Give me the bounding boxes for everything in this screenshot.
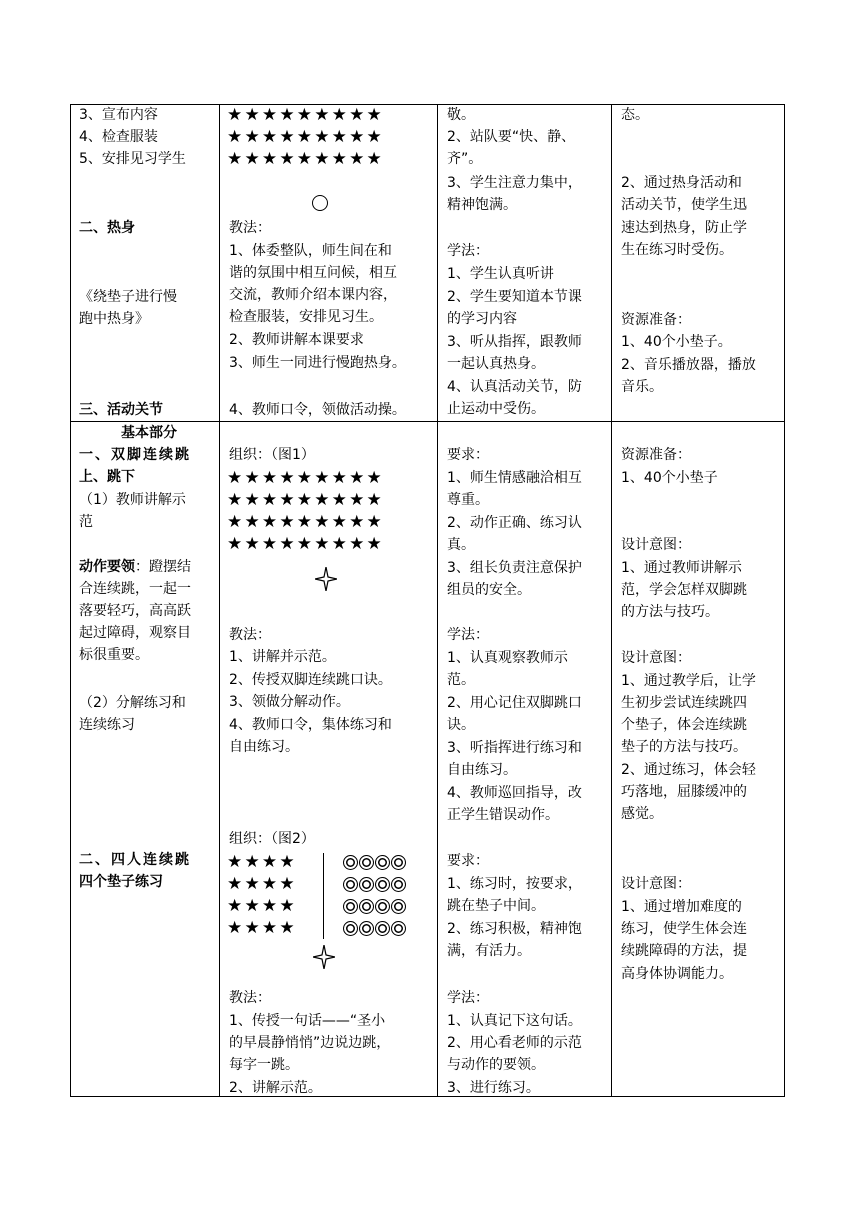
method-label-3: 教法： bbox=[229, 990, 271, 1006]
fig1-stars-row: ★★★★★★★★★ bbox=[227, 512, 384, 532]
design-intent-label-2: 设计意图： bbox=[621, 650, 691, 666]
req-c1a: 1、师生情感融洽相互 bbox=[447, 470, 582, 486]
design-g2: 范，学会怎样双脚跳 bbox=[621, 582, 747, 598]
method-label-2: 教法： bbox=[229, 627, 271, 643]
learn-f2b: 与动作的要领。 bbox=[447, 1057, 545, 1073]
requirement-label: 要求： bbox=[447, 447, 489, 463]
mat-ring-icon bbox=[359, 877, 374, 892]
mat-ring-icon bbox=[359, 855, 374, 870]
section-1-title-2: 上、跳下 bbox=[79, 469, 135, 485]
req-e2b: 满，有活力。 bbox=[447, 943, 531, 959]
learn-f3: 3、进行练习。 bbox=[447, 1080, 540, 1096]
learn-b3a: 3、听从指挥，跟教师 bbox=[447, 334, 582, 350]
req-c2b: 真。 bbox=[447, 537, 475, 553]
method-1a: 1、体委整队，师生间在和 bbox=[229, 243, 392, 259]
design-k3: 续跳障碍的方法，提 bbox=[621, 943, 747, 959]
design-h7: 感觉。 bbox=[621, 806, 663, 822]
learning-label: 学法： bbox=[447, 243, 489, 259]
req-a3: 齐”。 bbox=[447, 151, 483, 167]
learn-b4b: 止运动中受伤。 bbox=[447, 401, 545, 417]
section-warmup: 二、热身 bbox=[79, 220, 135, 236]
formation-stars-row: ★★★★★★★★★ bbox=[227, 105, 384, 125]
resources-label-2: 资源准备： bbox=[621, 447, 691, 463]
teacher-star-icon bbox=[313, 945, 335, 969]
method-label: 教法： bbox=[229, 220, 271, 236]
mat-ring-icon bbox=[375, 855, 390, 870]
mat-ring-icon bbox=[375, 899, 390, 914]
design-h4: 垫子的方法与技巧。 bbox=[621, 739, 747, 755]
learn-d3a: 3、听指挥进行练习和 bbox=[447, 740, 582, 756]
req-c2a: 2、动作正确、练习认 bbox=[447, 515, 582, 531]
intent-a4: 速达到热身，防止学 bbox=[621, 220, 747, 236]
learn-b2b: 的学习内容 bbox=[447, 311, 517, 327]
learn-d1a: 1、认真观察教师示 bbox=[447, 650, 568, 666]
fig2-stars-row: ★★★★ bbox=[227, 874, 297, 894]
fig2-stars-row: ★★★★ bbox=[227, 918, 297, 938]
req-e1b: 跳在垫子中间。 bbox=[447, 898, 545, 914]
column-divider bbox=[219, 105, 220, 1096]
section-activity: 三、活动关节 bbox=[79, 402, 163, 418]
mat-ring-icon bbox=[391, 899, 406, 914]
mat-ring-icon bbox=[343, 877, 358, 892]
intent-a3: 活动关节，使学生迅 bbox=[621, 197, 747, 213]
section-2-title: 二、四人连续跳 bbox=[79, 852, 191, 868]
intent-a5: 生在练习时受伤。 bbox=[621, 242, 733, 258]
warmup-desc-1: 《绕垫子进行慢 bbox=[79, 289, 177, 305]
intent-a2: 2、通过热身活动和 bbox=[621, 175, 742, 191]
key-points-label: 动作要领 bbox=[79, 559, 135, 575]
learn-d4a: 4、教师巡回指导，改 bbox=[447, 785, 582, 801]
step-1: （1）教师讲解示 bbox=[79, 492, 186, 508]
learn-f1: 1、认真记下这句话。 bbox=[447, 1013, 582, 1029]
req-a1: 敬。 bbox=[447, 107, 475, 123]
lesson-plan-table bbox=[70, 104, 785, 1097]
formation-stars-row: ★★★★★★★★★ bbox=[227, 149, 384, 169]
req-c3a: 3、组长负责注意保护 bbox=[447, 560, 582, 576]
learn-b3b: 一起认真热身。 bbox=[447, 356, 545, 372]
resource-r2: 2、音乐播放器，播放 bbox=[621, 357, 756, 373]
resource-r3: 音乐。 bbox=[621, 379, 663, 395]
resources-label: 资源准备： bbox=[621, 312, 691, 328]
design-h5: 2、通过练习，体会轻 bbox=[621, 762, 756, 778]
design-h1: 1、通过教学后，让学 bbox=[621, 673, 756, 689]
step-2-cont: 连续练习 bbox=[79, 717, 135, 733]
learn-b2a: 2、学生要知道本节课 bbox=[447, 289, 582, 305]
design-intent-label-3: 设计意图： bbox=[621, 876, 691, 892]
item-announce: 3、宣布内容 bbox=[79, 107, 158, 123]
method-2: 2、教师讲解本课要求 bbox=[229, 332, 364, 348]
fig2-stars-row: ★★★★ bbox=[227, 852, 297, 872]
design-intent-label: 设计意图： bbox=[621, 537, 691, 553]
method-m4b: 自由练习。 bbox=[229, 739, 299, 755]
learn-d1b: 范。 bbox=[447, 672, 475, 688]
learn-d4b: 正学生错误动作。 bbox=[447, 807, 559, 823]
design-h2: 生初步尝试连续跳四 bbox=[621, 695, 747, 711]
method-m3: 3、领做分解动作。 bbox=[229, 694, 350, 710]
section-basic: 基本部分 bbox=[121, 425, 177, 441]
key-points-4: 起过障碍，观察目 bbox=[79, 625, 191, 641]
learn-d2a: 2、用心记住双脚跳口 bbox=[447, 695, 582, 711]
section-1-title: 一、双脚连续跳 bbox=[79, 447, 191, 463]
section-2-title-2: 四个垫子练习 bbox=[79, 874, 163, 890]
start-line bbox=[323, 853, 324, 939]
mat-ring-icon bbox=[343, 855, 358, 870]
fig2-stars-row: ★★★★ bbox=[227, 896, 297, 916]
warmup-desc-2: 跑中热身》 bbox=[79, 311, 149, 327]
mat-ring-icon bbox=[375, 877, 390, 892]
design-h6: 巧落地，屈膝缓冲的 bbox=[621, 784, 747, 800]
method-3: 3、师生一同进行慢跑热身。 bbox=[229, 355, 406, 371]
formation-stars-row: ★★★★★★★★★ bbox=[227, 127, 384, 147]
organization-2: 组织：（图2） bbox=[229, 831, 315, 847]
resource-r1: 1、40个小垫子。 bbox=[621, 334, 732, 350]
design-h3: 个垫子，体会连续跳 bbox=[621, 717, 747, 733]
fig1-stars-row: ★★★★★★★★★ bbox=[227, 468, 384, 488]
column-divider bbox=[437, 105, 438, 1096]
design-k4: 高身体协调能力。 bbox=[621, 966, 733, 982]
organization-1: 组织：（图1） bbox=[229, 447, 315, 463]
learn-d3b: 自由练习。 bbox=[447, 762, 517, 778]
req-e2a: 2、练习积极，精神饱 bbox=[447, 921, 582, 937]
learn-d2b: 诀。 bbox=[447, 717, 475, 733]
design-g3: 的方法与技巧。 bbox=[621, 604, 719, 620]
key-points-5: 标很重要。 bbox=[79, 647, 149, 663]
step-1-cont: 范 bbox=[79, 514, 93, 530]
learning-label-3: 学法： bbox=[447, 990, 489, 1006]
method-1d: 检查服装，安排见习生。 bbox=[229, 309, 383, 325]
method-m4a: 4、教师口令，集体练习和 bbox=[229, 717, 392, 733]
method-n1c: 每字一跳。 bbox=[229, 1057, 299, 1073]
method-n2: 2、讲解示范。 bbox=[229, 1080, 322, 1096]
mat-ring-icon bbox=[391, 921, 406, 936]
teacher-circle-icon bbox=[312, 195, 328, 211]
method-1c: 交流，教师介绍本课内容， bbox=[229, 287, 397, 303]
mat-ring-icon bbox=[343, 899, 358, 914]
mat-ring-icon bbox=[343, 921, 358, 936]
fig1-stars-row: ★★★★★★★★★ bbox=[227, 490, 384, 510]
mat-ring-icon bbox=[375, 921, 390, 936]
requirement-label-2: 要求： bbox=[447, 853, 489, 869]
step-2: （2）分解练习和 bbox=[79, 695, 186, 711]
req-a4: 3、学生注意力集中， bbox=[447, 175, 582, 191]
fig1-stars-row: ★★★★★★★★★ bbox=[227, 534, 384, 554]
teacher-star-icon bbox=[315, 567, 337, 591]
design-k1: 1、通过增加难度的 bbox=[621, 899, 742, 915]
method-m2: 2、传授双脚连续跳口诀。 bbox=[229, 672, 392, 688]
mat-ring-icon bbox=[359, 899, 374, 914]
design-k2: 练习，使学生体会连 bbox=[621, 921, 747, 937]
method-n1a: 1、传授一句话——“圣小 bbox=[229, 1013, 386, 1029]
intent-a1: 态。 bbox=[621, 107, 649, 123]
req-a5: 精神饱满。 bbox=[447, 197, 517, 213]
item-arrange: 5、安排见习学生 bbox=[79, 151, 186, 167]
learn-b4a: 4、认真活动关节，防 bbox=[447, 379, 582, 395]
mat-ring-icon bbox=[359, 921, 374, 936]
item-check-clothes: 4、检查服装 bbox=[79, 129, 158, 145]
key-points-2: 合连续跳，一起一 bbox=[79, 581, 191, 597]
req-c3b: 组员的安全。 bbox=[447, 582, 531, 598]
key-points-text: ：蹬摆结 bbox=[135, 559, 191, 575]
key-points-3: 落要轻巧，高高跃 bbox=[79, 603, 191, 619]
learn-f2a: 2、用心看老师的示范 bbox=[447, 1035, 582, 1051]
row-divider bbox=[71, 421, 784, 422]
req-a2: 2、站队要“快、静、 bbox=[447, 129, 576, 145]
req-e1a: 1、练习时，按要求， bbox=[447, 876, 582, 892]
method-n1b: 的早晨静悄悄”边说边跳， bbox=[229, 1035, 391, 1051]
mat-ring-icon bbox=[391, 855, 406, 870]
learning-label-2: 学法： bbox=[447, 627, 489, 643]
method-4: 4、教师口令，领做活动操。 bbox=[229, 402, 406, 418]
design-g1: 1、通过教师讲解示 bbox=[621, 560, 742, 576]
req-c1b: 尊重。 bbox=[447, 492, 489, 508]
resource-r4: 1、40个小垫子 bbox=[621, 470, 718, 486]
column-divider bbox=[611, 105, 612, 1096]
method-m1: 1、讲解并示范。 bbox=[229, 649, 336, 665]
learn-b1: 1、学生认真听讲 bbox=[447, 266, 554, 282]
mat-ring-icon bbox=[391, 877, 406, 892]
method-1b: 谐的氛围中相互问候，相互 bbox=[229, 265, 397, 281]
